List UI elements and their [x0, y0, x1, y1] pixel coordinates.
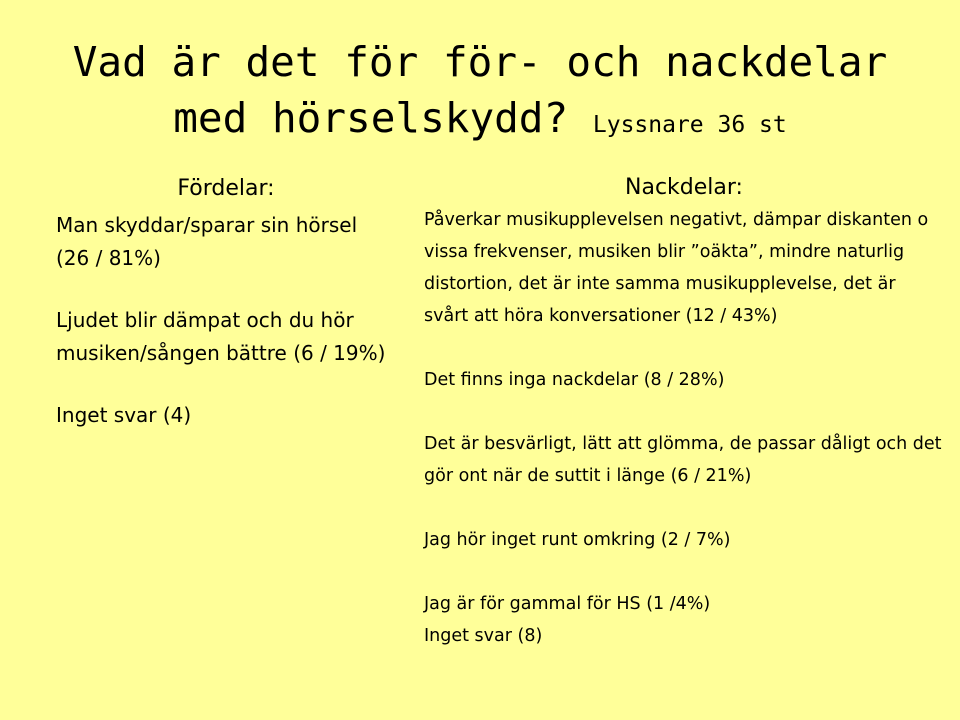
- disadvantage-item: Inget svar (8): [424, 626, 543, 646]
- slide-title: [40, 34, 920, 153]
- disadvantage-item: Det är besvärligt, lätt att glömma, de passar dåligt och det gör ont när de suttit i länge (6 / 21%): [424, 434, 942, 486]
- advantage-item: Man skyddar/sparar sin hörsel (26 / 81%): [56, 213, 358, 270]
- disadvantage-item: Jag hör inget runt omkring (2 / 7%): [424, 530, 731, 550]
- disadvantage-item: Jag är för gammal för HS (1 /4%): [424, 594, 711, 614]
- advantages-column: [56, 172, 396, 461]
- disadvantage-item: Påverkar musikupplevelsen negativt, dämpar diskanten o vissa frekvenser, musiken blir ”oäkta”, mindre naturlig distortion, det är inte samma musikupplevelse, det är svårt att höra konversationer (12 / 43%): [424, 210, 929, 326]
- disadvantages-column: [424, 172, 944, 652]
- disadvantages-heading: Nackdelar:: [625, 175, 743, 200]
- disadvantage-item: Det finns inga nackdelar (8 / 28%): [424, 370, 725, 390]
- listener-count: Lyssnare 36 st: [592, 112, 787, 138]
- advantage-item: Ljudet blir dämpat och du hör musiken/sången bättre (6 / 19%): [56, 308, 386, 365]
- title-main: Vad är det för för- och nackdelar med hörselskydd?: [72, 38, 888, 142]
- advantage-item: Inget svar (4): [56, 403, 192, 427]
- advantages-heading: Fördelar:: [177, 176, 275, 201]
